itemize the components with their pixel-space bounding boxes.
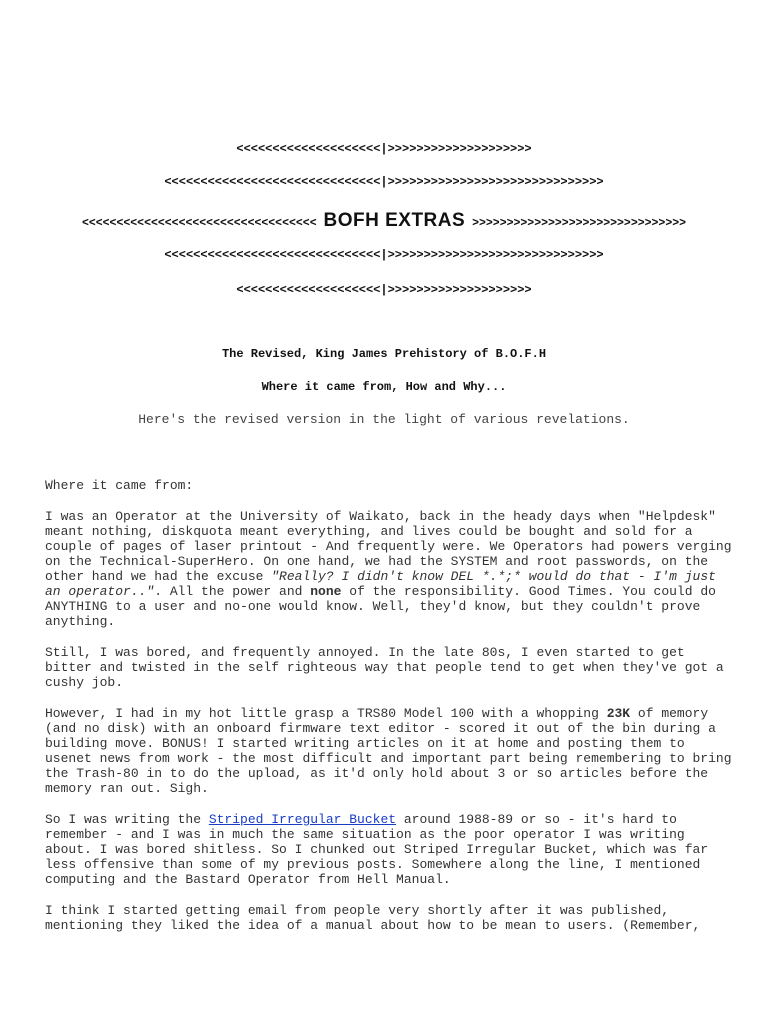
banner-arrows-right: >>>>>>>>>>>>>>>>>>>>>>>>>>>>>>>	[472, 217, 687, 230]
paragraph	[45, 509, 735, 629]
article-title: The Revised, King James Prehistory of B.O.F.H	[221, 347, 547, 361]
page-title: BOFH EXTRAS	[323, 210, 466, 231]
bold-text: 23K	[606, 706, 631, 721]
text: I was an Operator at the University of Waikato, back in the heady days when "Helpdesk" meant nothing, diskquota meant everything, and lives could be bought and sold for a couple of pages of laser printout - And frequently were. We Operators had powers verging on the Technical-SuperHero. On one hand, we had the SYSTEM and root passwords, on the other hand we had the excuse	[45, 509, 732, 584]
text: However, I had in my hot little grasp a TRS80 Model 100 with a whopping	[45, 706, 607, 721]
text: of the responsibility. Good Times. You could do ANYTHING to a user and no-one would know. Well, they'd know, but they couldn't prove anything.	[45, 584, 716, 629]
article-subtitle: Where it came from, How and Why...	[261, 380, 507, 394]
banner-arrows-left: <<<<<<<<<<<<<<<<<<<<<<<<<<<<<<<<<<	[81, 217, 317, 230]
text: So I was writing the	[45, 812, 209, 827]
banner-line: <<<<<<<<<<<<<<<<<<<<|>>>>>>>>>>>>>>>>>>>>	[236, 283, 532, 297]
text: of memory (and no disk) with an onboard firmware text editor - scored it out of the bin during a building move. BONUS! I started writing articles on it at home and posting them to usenet news from work - the most difficult and important part being remembering to bring the Trash-80 in to do the upload, as it'd only hold about 3 or so articles before the memory ran out. Sigh.	[45, 706, 732, 796]
text: . All the power and	[154, 584, 311, 599]
banner-line: <<<<<<<<<<<<<<<<<<<<<<<<<<<<<<|>>>>>>>>>>>>>>>>>>>>>>>>>>>>>>	[164, 175, 604, 189]
article-body	[45, 478, 735, 949]
paragraph	[45, 706, 735, 796]
paragraph: Where it came from:	[45, 478, 194, 493]
bold-text: none	[310, 584, 342, 599]
article-intro: Here's the revised version in the light of various revelations.	[138, 412, 630, 427]
banner-line: <<<<<<<<<<<<<<<<<<<<<<<<<<<<<<|>>>>>>>>>>>>>>>>>>>>>>>>>>>>>>	[164, 248, 604, 262]
banner-title-line	[45, 210, 723, 232]
striped-irregular-bucket-link[interactable]: Striped Irregular Bucket	[208, 812, 397, 827]
paragraph: Still, I was bored, and frequently annoyed. In the late 80s, I even started to get bitter and twisted in the self righteous way that people tend to get when they've got a cushy job.	[45, 645, 724, 690]
paragraph	[45, 812, 735, 887]
banner-line: <<<<<<<<<<<<<<<<<<<<|>>>>>>>>>>>>>>>>>>>>	[236, 142, 532, 156]
italic-text: "Really? I didn't know DEL *.*;* would do that - I'm just an operator.."	[45, 569, 716, 599]
text: around 1988-89 or so - it's hard to remember - and I was in much the same situation as the poor operator I was writing about. I was bored shitless. So I chunked out Striped Irregular Bucket, which was far less offensive than some of my previous posts. Somewhere along the line, I mentioned computing and the Bastard Operator from Hell Manual.	[45, 812, 709, 887]
paragraph: I think I started getting email from people very shortly after it was published, mentioning they liked the idea of a manual about how to be mean to users. (Remember,	[45, 903, 701, 933]
